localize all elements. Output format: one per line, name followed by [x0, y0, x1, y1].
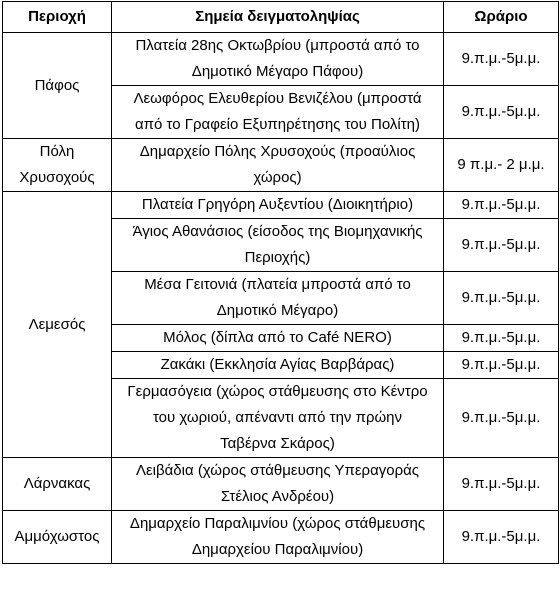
area-text: Χρυσοχούς — [19, 169, 95, 186]
table-row — [3, 511, 559, 564]
point-text: του χωριού, απέναντι από την πρώην — [152, 409, 403, 426]
hours-cell: 9.π.μ.-5μ.μ. — [444, 272, 559, 325]
point-text: Δημαρχείο Παραλιμνίου (χώρος στάθμευσης — [129, 515, 426, 532]
point-text: Ταβέρνα Σκάρος) — [220, 435, 335, 452]
hours-cell: 9.π.μ.-5μ.μ. — [444, 379, 559, 458]
sampling-points-table — [2, 1, 559, 564]
hours-cell: 9.π.μ.-5μ.μ. — [444, 86, 559, 139]
point-cell — [112, 458, 444, 511]
hours-cell: 9.π.μ.-5μ.μ. — [444, 325, 559, 352]
point-text: Γερμασόγεια (χώρος στάθμευσης στο Κέντρο — [127, 383, 428, 400]
point-text: Πλατεία 28ης Οκτωβρίου (μπροστά από το — [135, 37, 420, 54]
point-cell — [112, 511, 444, 564]
table-row — [3, 192, 559, 219]
point-text: Στέλιος Ανδρέου) — [220, 488, 335, 505]
point-text: Δημοτικό Μέγαρο) — [216, 302, 339, 319]
point-text: Δημοτικό Μέγαρο Πάφου) — [191, 63, 364, 80]
area-cell-larnaka: Λάρνακας — [3, 458, 112, 511]
area-cell-ammochostos: Αμμόχωστος — [3, 511, 112, 564]
point-text: Δημαρχείου Παραλιμνίου) — [191, 541, 364, 558]
hours-cell: 9.π.μ.-5μ.μ. — [444, 219, 559, 272]
hours-cell: 9.π.μ.-5μ.μ. — [444, 352, 559, 379]
point-cell — [112, 192, 444, 219]
point-cell — [112, 139, 444, 192]
point-cell — [112, 352, 444, 379]
header-points: Σημεία δειγματοληψίας — [112, 2, 444, 33]
header-area: Περιοχή — [3, 2, 112, 33]
point-cell — [112, 272, 444, 325]
point-cell — [112, 325, 444, 352]
point-cell — [112, 33, 444, 86]
point-text: Πλατεία Γρηγόρη Αυξεντίου (Διοικητήριο) — [141, 196, 414, 213]
point-cell — [112, 86, 444, 139]
area-cell-pafos: Πάφος — [3, 33, 112, 139]
hours-cell: 9.π.μ.-5μ.μ. — [444, 458, 559, 511]
point-text: Μέσα Γειτονιά (πλατεία μπροστά από το — [144, 276, 411, 293]
area-text: Πόλη — [39, 143, 75, 160]
point-text: από το Γραφείο Εξυπηρέτησης του Πολίτη) — [135, 116, 420, 133]
point-text: χώρος) — [253, 169, 302, 186]
table-row — [3, 139, 559, 192]
area-cell-polis — [3, 139, 112, 192]
point-cell — [112, 379, 444, 458]
table-row — [3, 33, 559, 86]
point-cell — [112, 219, 444, 272]
point-text: Άγιος Αθανάσιος (είσοδος της Βιομηχανικής — [132, 223, 423, 240]
point-text: Ζακάκι (Εκκλησία Αγίας Βαρβάρας) — [160, 356, 395, 373]
point-text: Μόλος (δίπλα από το Café NERO) — [163, 329, 392, 346]
area-cell-lemesos: Λεμεσός — [3, 192, 112, 458]
table-row — [3, 458, 559, 511]
header-hours: Ωράριο — [444, 2, 559, 33]
hours-cell: 9.π.μ.-5μ.μ. — [444, 511, 559, 564]
header-row — [3, 2, 559, 33]
hours-cell: 9.π.μ.-5μ.μ. — [444, 192, 559, 219]
point-text: Περιοχής) — [244, 249, 311, 266]
point-text: Δημαρχείο Πόλης Χρυσοχούς (προαύλιος — [139, 143, 416, 160]
hours-cell: 9.π.μ.-5μ.μ. — [444, 33, 559, 86]
point-text: Λεωφόρος Ελευθερίου Βενιζέλου (μπροστά — [133, 90, 422, 107]
point-text: Λειβάδια (χώρος στάθμευσης Υπεραγοράς — [135, 462, 420, 479]
hours-cell: 9 π.μ.- 2 μ.μ. — [444, 139, 559, 192]
